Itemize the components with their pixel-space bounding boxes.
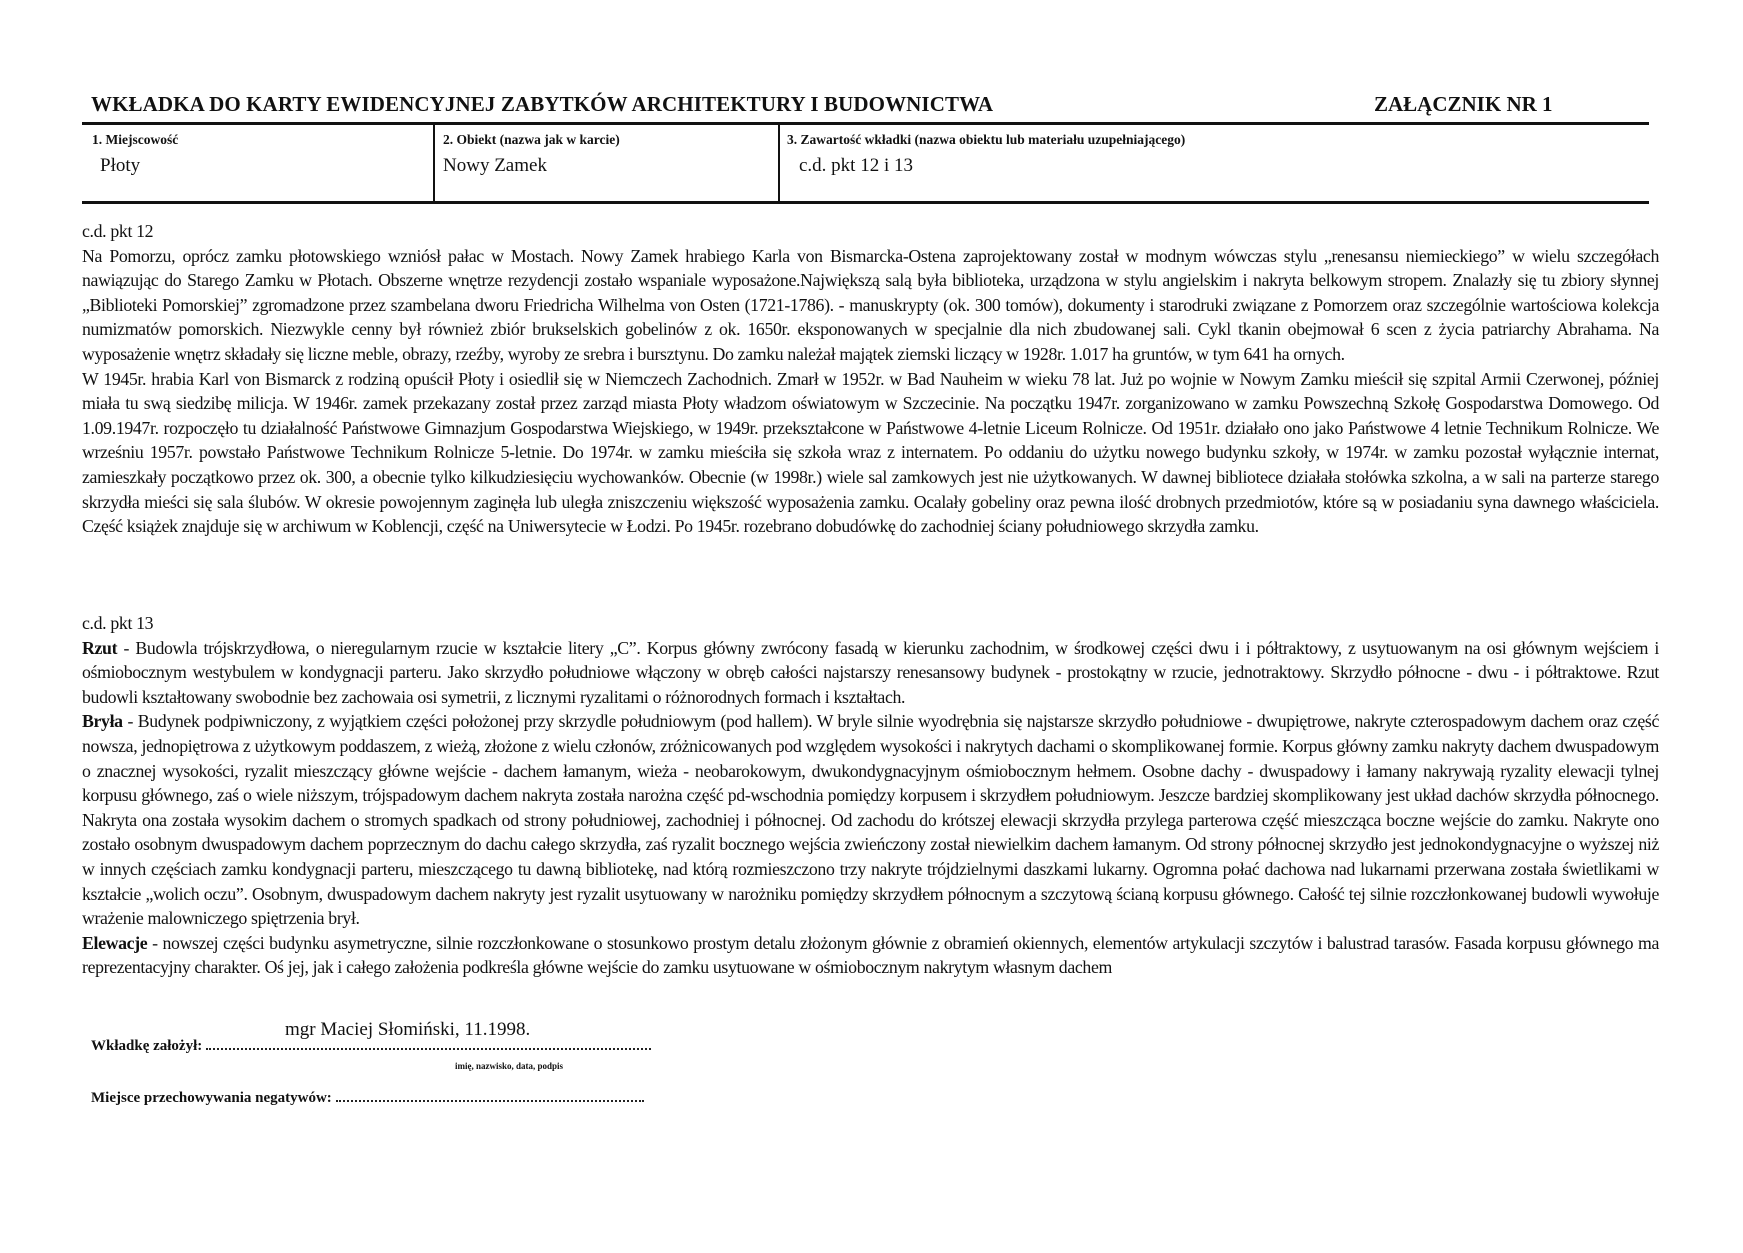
field-separator <box>433 124 435 202</box>
founder-label: Wkładkę założył: <box>91 1038 203 1054</box>
section-12-paragraph: W 1945r. hrabia Karl von Bismarck z rodziną opuścił Płoty i osiedlił się w Niemczech Zachodnich. Zmarł w 1952r. w Bad Nauheim w wieku 78 lat. Już po wojnie w Nowym Zamku mieścił się szpital Armii Czerwonej, później miała tu swą siedzibę milicja. W 1946r. zamek przekazany został przez zarząd miasta Płoty władzom oświatowym w Szczecinie. Na początku 1947r. zorganizowano w zamku Powszechną Szkołę Gospodarstwa Domowego. Od 1.09.1947r. rozpoczęło tu działalność Państwowe Gimnazjum Gospodarstwa Wiejskiego, w 1949r. przekształcone w Państwowe 4-letnie Liceum Rolnicze. Od 1951r. działało ono jako Państwowe 4 letnie Technikum Rolnicze. We wrześniu 1957r. powstało Państwowe Technikum Rolnicze 5-letnie. Do 1974r. w zamku mieściła się szkoła wraz z internatem. Po oddaniu do użytku nowego budynku szkoły, w 1974r. w zamku pozostał wyłącznie internat, zamieszkały początkowo przez ok. 300, a obecnie tylko kilkudziesięciu wychowanków. Obecnie (w 1998r.) wiele sal zamkowych jest nie użytkowanych. W dawnej bibliotece działała stołówka szkolna, a w sali na parterze starego skrzydła mieści się sala ślubów. W okresie powojennym zaginęła lub uległa zniszczeniu większość wyposażenia zamku. Ocalały gobeliny oraz pewna ilość drobnych przedmiotów, które są w posiadaniu syna dawnego właściciela. Część książek znajduje się w archiwum w Koblencji, część na Uniwersytecie w Łodzi. Po 1945r. rozebrano dobudówkę do zachodniej ściany południowego skrzydła zamku. <box>82 368 1659 537</box>
negatives-row <box>91 1090 644 1107</box>
field-locality-label: 1. Miejscowość <box>92 132 179 147</box>
field-object-label: 2. Obiekt (nazwa jak w karcie) <box>443 132 620 147</box>
field-object-value: Nowy Zamek <box>443 155 547 176</box>
field-separator <box>778 124 780 202</box>
author-signature: mgr Maciej Słomiński, 11.1998. <box>285 1019 531 1040</box>
field-content-value: c.d. pkt 12 i 13 <box>799 155 913 176</box>
bryla-label: Bryła <box>82 711 123 732</box>
rzut-label: Rzut <box>82 637 118 658</box>
field-locality-value: Płoty <box>100 155 141 176</box>
annex-number: ZAŁĄCZNIK NR 1 <box>1374 92 1553 116</box>
header-title: WKŁADKA DO KARTY EWIDENCYJNEJ ZABYTKÓW ARCHITEKTURY I BUDOWNICTWA <box>91 92 994 116</box>
founder-caption: imię, nazwisko, data, podpis <box>455 1061 564 1071</box>
elewacje-paragraph <box>82 931 1659 980</box>
negatives-label: Miejsce przechowywania negatywów: <box>91 1090 332 1106</box>
bryla-text: - Budynek podpiwniczony, z wyjątkiem części położonej przy skrzydle południowym (pod hallem). W bryle silnie wyodrębnia się najstarsze skrzydło południowe - dwupiętrowe, nakryte czterospadowym dachem oraz część nowsza, jednopiętrowa z użytkowym poddaszem, z wieżą, złożone z wielu członów, zróżnicowanych pod względem wysokości i nakrytych dachami o skomplikowanej formie. Korpus główny zamku nakryty dachem dwuspadowym o znacznej wysokości, ryzalit mieszczący główne wejście - dachem łamanym, wieża - neobarokowym, dwukondygnacyjnym ośmiobocznym hełmem. Osobne dachy - dwuspadowy i łamany nakrywają ryzality elewacji tylnej korpusu głównego, zaś o wiele niższym, trójspadowym dachem nakryta została narożna część pd-wschodnia pomiędzy korpusem i skrzydłem południowym. Jeszcze bardziej skomplikowany jest układ dachów skrzydła północnego. Nakryta ona została wysokim dachem o stromych spadkach od strony południowej, zachodniej i północnej. Od zachodu do krótszej elewacji skrzydła przylega parterowa część mieszcząca boczne wejście do zamku. Nakryte ono zostało osobnym dwuspadowym dachem poprzecznym do dachu całego skrzydła, zaś ryzalit bocznego wejścia zwieńczony został niewielkim dachem łamanym. Od strony północnej skrzydło jest jednokondygnacyjne o wyższej niż w innych częściach zamku kondygnacji parteru, mieszczącego tu dawną bibliotekę, nad którą rozmieszczono trzy nakryte trójdzielnymi daszkami lukarny. Ogromna połać dachowa nad lukarnami przerwana została świetlikami w kształcie „wolich oczu”. Osobnym, dwuspadowym dachem nakryty jest ryzalit usytuowany w narożniku pomiędzy skrzydłem północnym a szczytową ścianą korpusu głównego. Całość tej silnie rozczłonkowanej budowli wywołuje wrażenie malowniczego spiętrzenia brył. <box>82 711 1659 929</box>
header-rule-top <box>82 122 1649 125</box>
negatives-dots <box>336 1100 644 1102</box>
founder-dots <box>206 1048 651 1050</box>
bryla-paragraph <box>82 709 1659 930</box>
rzut-paragraph <box>82 636 1659 710</box>
elewacje-label: Elewacje <box>82 932 148 953</box>
section-13 <box>82 611 1659 980</box>
field-content-label: 3. Zawartość wkładki (nazwa obiektu lub materiału uzupełniającego) <box>787 132 1186 147</box>
section-12-heading: c.d. pkt 12 <box>82 221 154 241</box>
section-12 <box>82 219 1659 539</box>
founder-row <box>91 1038 651 1055</box>
elewacje-text: - nowszej części budynku asymetryczne, silnie rozczłonkowane o stosunkowo prostym detalu złożonym głównie z obramień okiennych, elementów artykulacji szczytów i balustrad tarasów. Fasada korpusu głównego ma reprezentacyjny charakter. Oś jej, jak i całego założenia podkreśla główne wejście do zamku usytuowane w ośmiobocznym nakrytym własnym dachem <box>82 932 1659 978</box>
section-13-heading: c.d. pkt 13 <box>82 613 154 633</box>
section-12-paragraph: Na Pomorzu, oprócz zamku płotowskiego wzniósł pałac w Mostach. Nowy Zamek hrabiego Karla von Bismarcka-Ostena zaprojektowany został w modnym wówczas stylu „renesansu niemieckiego” w wielu szczegółach nawiązując do Starego Zamku w Płotach. Obszerne wnętrze rezydencji zostało wspaniale wyposażone.Największą salą była biblioteka, urządzona w stylu angielskim i nakryta belkowym stropem. Znalazły się tu zbiory słynnej „Biblioteki Pomorskiej” zgromadzone przez szambelana dworu Friedricha Wilhelma von Osten (1721-1786). - manuskrypty (ok. 300 tomów), dokumenty i starodruki związane z Pomorzem oraz szczególnie wartościowa kolekcja numizmatów pomorskich. Niezwykle cenny był również zbiór brukselskich gobelinów z ok. 1650r. eksponowanych w specjalnie dla nich zbudowanej sali. Cykl tkanin obejmował 6 scen z życia patriarchy Abrahama. Na wyposażenie wnętrz składały się liczne meble, obrazy, rzeźby, wyroby ze srebra i bursztynu. Do zamku należał majątek ziemski liczący w 1928r. 1.017 ha gruntów, w tym 641 ha ornych. <box>82 245 1659 364</box>
header-rule-bottom <box>82 201 1649 204</box>
rzut-text: - Budowla trójskrzydłowa, o nieregularnym rzucie w kształcie litery „C”. Korpus główny zwrócony fasadą w kierunku zachodnim, w środkowej części dwu i i półtraktowy, z usytuowanym na osi głównym wejściem i ośmiobocznym westybulem w kondygnacji parteru. Jako skrzydło południowe włączony w obręb całości najstarszy renesansowy budynek - prostokątny w rzucie, jednotraktowy. Skrzydło północne - dwu - i półtraktowe. Rzut budowli kształtowany swobodnie bez zachowaia osi symetrii, z licznymi ryzalitami o różnorodnych formach i kształtach. <box>82 637 1659 707</box>
